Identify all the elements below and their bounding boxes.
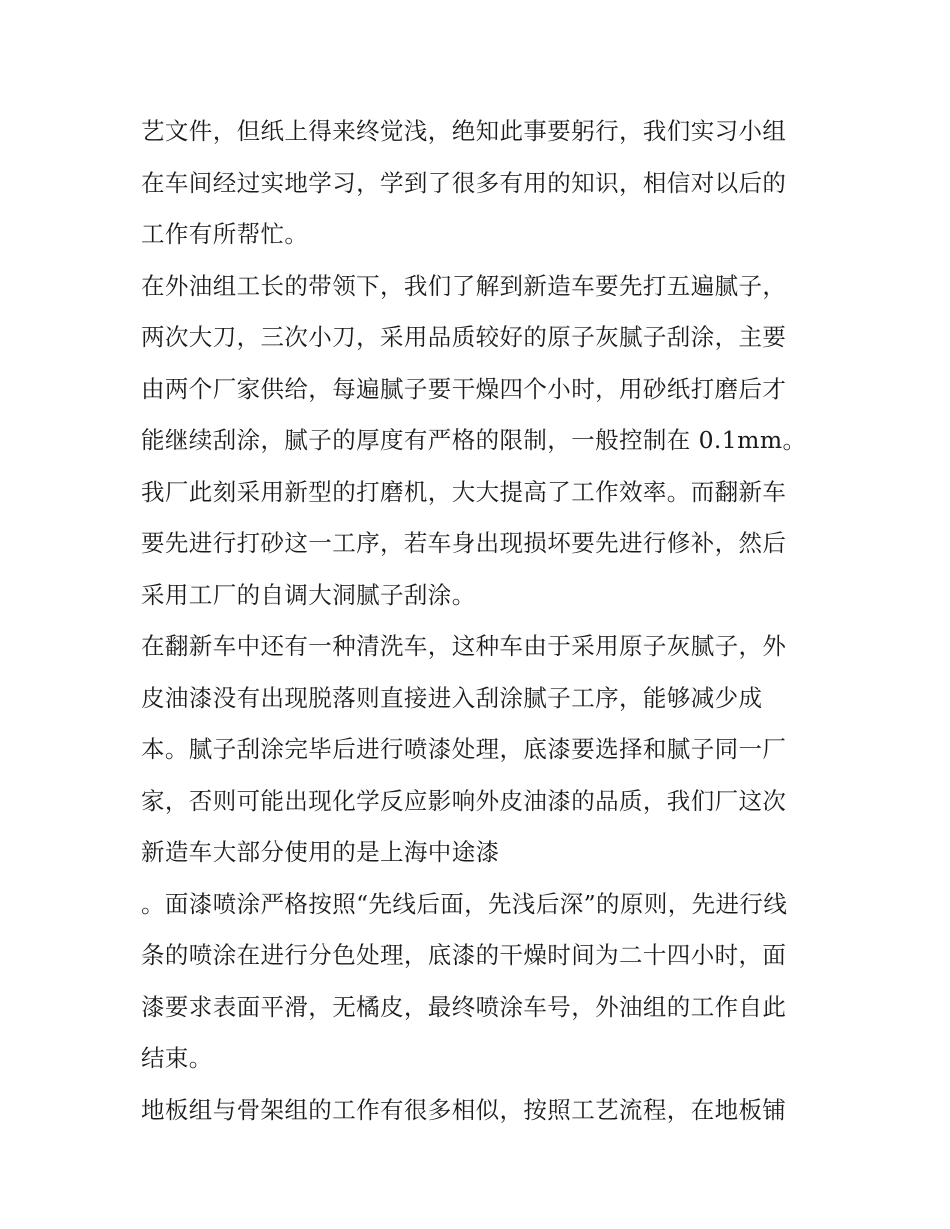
- text-line: 由两个厂家供给，每遍腻子要干燥四个小时，用砂纸打磨后才: [141, 374, 787, 403]
- text-line: 在车间经过实地学习，学到了很多有用的知识，相信对以后的: [141, 168, 787, 197]
- text-line: 在外油组工长的带领下，我们了解到新造车要先打五遍腻子，: [141, 271, 787, 300]
- text-line: 地板组与骨架组的工作有很多相似，按照工艺流程，在地板铺: [141, 1095, 787, 1124]
- text-line: 在翻新车中还有一种清洗车，这种车由于采用原子灰腻子，外: [141, 632, 787, 660]
- text-line: 两次大刀，三次小刀，采用品质较好的原子灰腻子刮涂，主要: [141, 323, 787, 351]
- text-line: 工作有所帮忙。: [141, 220, 309, 248]
- text-line: 要先进行打砂这一工序，若车身出现损坏要先进行修补，然后: [141, 529, 787, 557]
- text-line: 。面漆喷涂严格按照“先线后面，先浅后深”的原则，先进行线: [141, 889, 788, 918]
- text-line: 条的喷涂在进行分色处理，底漆的干燥时间为二十四小时，面: [141, 941, 787, 969]
- text-line: 结束。: [141, 1044, 213, 1072]
- text-line: 本。腻子刮涂完毕后进行喷漆处理，底漆要选择和腻子同一厂: [141, 735, 787, 763]
- text-line: 能继续刮涂，腻子的厚度有严格的限制，一般控制在 0.1mm。: [141, 426, 807, 454]
- text-line: 皮油漆没有出现脱落则直接进入刮涂腻子工序，能够减少成: [141, 683, 763, 712]
- text-line: 漆要求表面平滑，无橘皮，最终喷涂车号，外油组的工作自此: [141, 992, 787, 1021]
- text-line: 我厂此刻采用新型的打磨机，大大提高了工作效率。而翻新车: [141, 477, 787, 506]
- body-text: [141, 106, 813, 1136]
- text-line: 家，否则可能出现化学反应影响外皮油漆的品质，我们厂这次: [141, 786, 787, 815]
- text-line: 采用工厂的自调大洞腻子刮涂。: [141, 580, 476, 609]
- text-line: 艺文件，但纸上得来终觉浅，绝知此事要躬行，我们实习小组: [141, 117, 787, 145]
- text-line: 新造车大部分使用的是上海中途漆: [141, 838, 500, 866]
